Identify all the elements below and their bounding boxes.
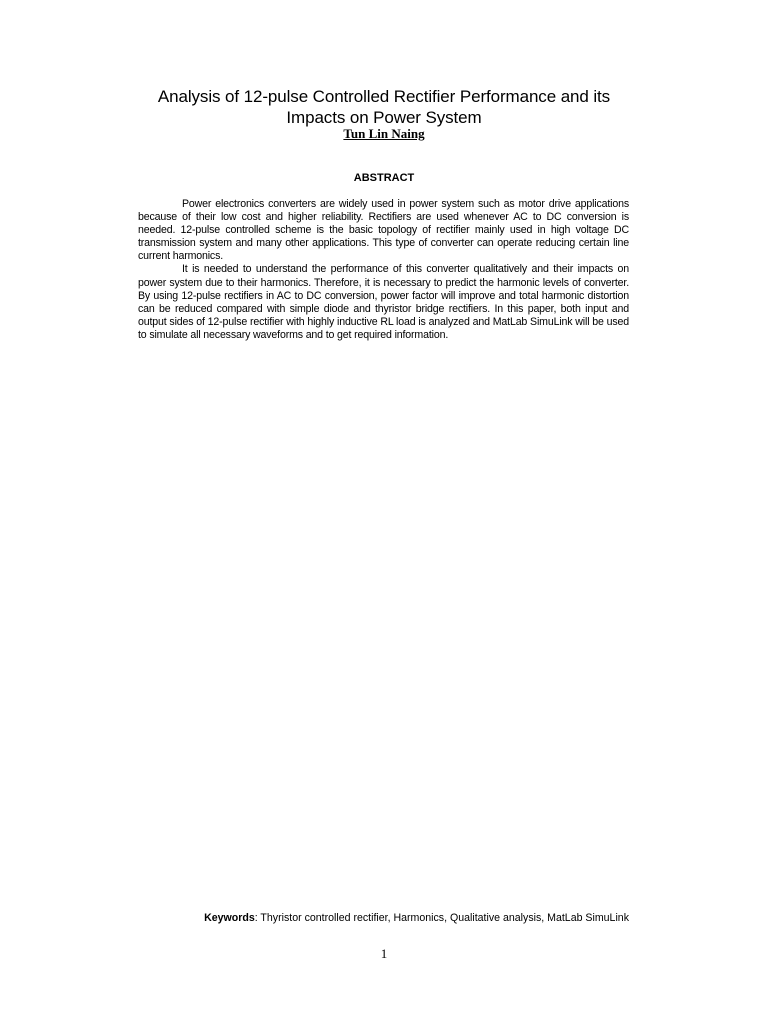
paper-title-line-1: Analysis of 12-pulse Controlled Rectifier Performance and its <box>157 87 611 106</box>
paper-title-line-2: Impacts on Power System <box>286 108 482 127</box>
keywords-text: : Thyristor controlled rectifier, Harmonics, Qualitative analysis, MatLab SimuLink <box>254 912 629 924</box>
abstract-paragraph-2: It is needed to understand the performance of this converter qualitatively and their impacts on power system due to their harmonics. Therefore, it is necessary to predict the harmonic levels of converter. By using 12-pulse rectifiers in AC to DC conversion, power factor will improve and total harmonic distortion can be reduced compared with simple diode and thyristor bridge rectifiers. In this paper, both input and output sides of 12-pulse rectifier with highly inductive RL load is analyzed and MatLab SimuLink will be used to simulate all necessary waveforms and to get required information. <box>138 263 629 341</box>
abstract-heading: ABSTRACT <box>353 172 415 184</box>
paper-title <box>100 86 668 128</box>
page-number: 1 <box>380 946 388 961</box>
abstract-paragraph-1: Power electronics converters are widely used in power system such as motor drive applications because of their low cost and higher reliability. Rectifiers are used whenever AC to DC conversion is needed. 12-pulse controlled scheme is the basic topology of rectifier mainly used in high voltage DC transmission system and many other applications. This type of converter can operate reducing certain line current harmonics. <box>138 198 629 263</box>
abstract-body <box>138 198 629 342</box>
keywords-label: Keywords <box>204 912 255 924</box>
keywords-line <box>138 912 629 925</box>
paper-author: Tun Lin Naing <box>343 126 425 141</box>
